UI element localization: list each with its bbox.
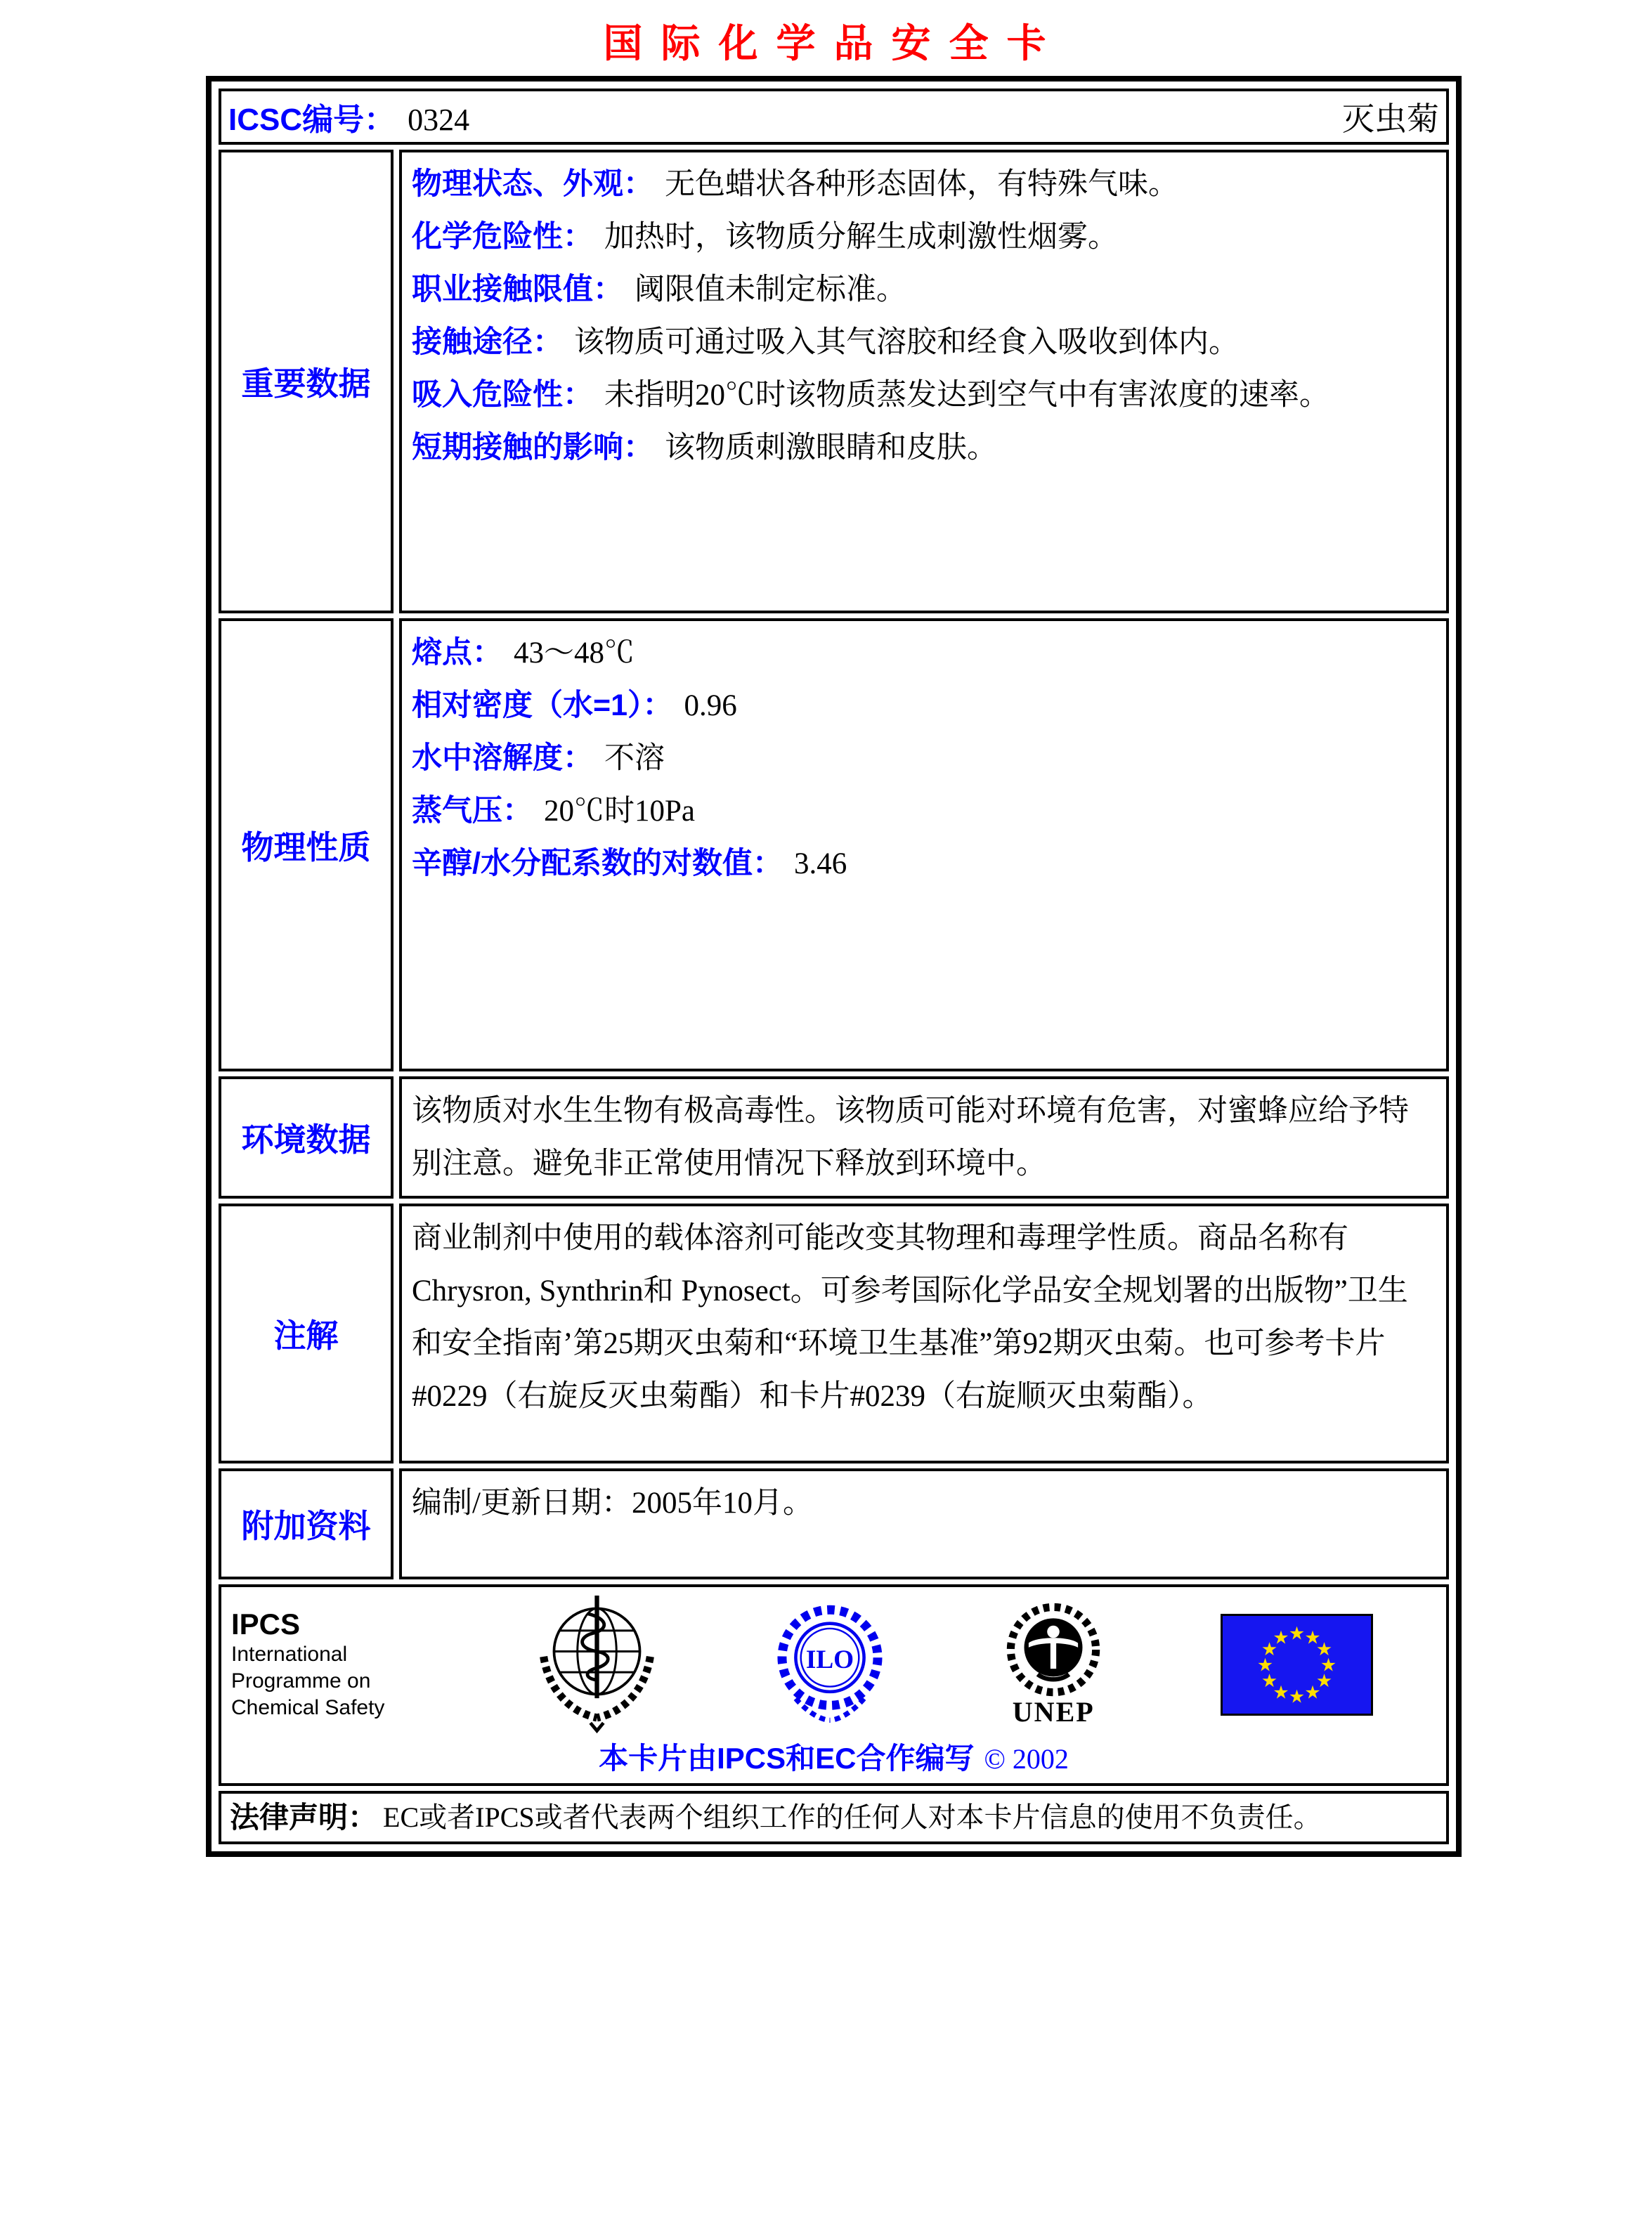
copyright-text: © 2002	[984, 1743, 1069, 1775]
unep-logo-icon	[997, 1603, 1110, 1726]
icsc-number-group	[228, 94, 469, 139]
svg-text:★: ★	[1273, 1682, 1289, 1702]
field-short-term-effects: 短期接触的影响： 该物质刺激眼睛和皮肤。	[412, 431, 997, 464]
field-inhalation-risk: 吸入危险性： 未指明20℃时该物质蒸发达到空气中有害浓度的速率。	[412, 378, 1329, 412]
section-important-data	[219, 150, 1449, 613]
svg-text:★: ★	[1288, 1623, 1306, 1643]
section-label-additional-info: 附加资料	[219, 1468, 394, 1579]
ipcs-line-2: Programme on	[231, 1669, 371, 1693]
section-label-important-data: 重要数据	[219, 150, 394, 613]
section-environmental-data	[219, 1076, 1449, 1199]
caption-text: 本卡片由IPCS和EC合作编写	[599, 1742, 975, 1775]
ilo-logo-icon	[773, 1600, 887, 1728]
legal-row	[219, 1791, 1449, 1844]
field-vapor-pressure: 蒸气压： 20℃时10Pa	[412, 794, 695, 828]
legal-label: 法律声明：	[230, 1801, 378, 1834]
ipcs-line-3: Chemical Safety	[231, 1696, 385, 1719]
field-octanol-water-coefficient: 辛醇/水分配系数的对数值： 3.46	[412, 847, 847, 880]
section-content-important-data	[399, 150, 1449, 613]
logos-cell	[219, 1584, 1449, 1786]
svg-text:★: ★	[1261, 1670, 1278, 1691]
update-date-text: 编制/更新日期：2005年10月。	[412, 1487, 813, 1520]
who-logo-icon	[532, 1591, 662, 1737]
section-content-notes	[399, 1204, 1449, 1463]
section-notes	[219, 1204, 1449, 1463]
field-relative-density: 相对密度（水=1）： 0.96	[412, 689, 737, 722]
ipcs-text-block	[231, 1608, 421, 1721]
svg-text:★: ★	[1304, 1627, 1321, 1648]
icsc-number-label: ICSC编号：	[228, 103, 396, 137]
logos-row	[219, 1584, 1449, 1786]
ipcs-line-1: International	[231, 1643, 348, 1666]
notes-text: 商业制剂中使用的载体溶剂可能改变其物理和毒理学性质。商品名称有Chrysron, Synthrin和 Pynosect。可参考国际化学品安全规划署的出版物”卫生和安全指南’第25期灭虫菊和“环境卫生基准”第92期灭虫菊。也可参考卡片#0229（右旋反灭虫菊酯）和卡片#0239（右旋顺灭虫菊酯）。	[412, 1222, 1408, 1413]
section-label-environmental-data: 环境数据	[219, 1076, 394, 1199]
icsc-card	[206, 76, 1462, 1857]
field-occupational-limit: 职业接触限值： 阈限值未制定标准。	[412, 273, 906, 306]
unep-wordmark: UNEP	[1012, 1696, 1095, 1728]
field-physical-state: 物理状态、外观： 无色蜡状各种形态固体，有特殊气味。	[412, 167, 1178, 201]
legal-cell	[219, 1791, 1449, 1844]
field-melting-point: 熔点： 43～48℃	[412, 636, 635, 670]
header-row	[219, 89, 1449, 145]
section-content-additional-info	[399, 1468, 1449, 1579]
svg-text:★: ★	[1315, 1638, 1333, 1660]
eu-flag-icon	[1221, 1614, 1373, 1716]
cooperation-caption	[231, 1740, 1436, 1778]
legal-text: EC或者IPCS或者代表两个组织工作的任何人对本卡片信息的使用不负责任。	[383, 1801, 1322, 1833]
section-label-physical-properties: 物理性质	[219, 618, 394, 1071]
section-content-physical-properties	[399, 618, 1449, 1071]
header-cell	[219, 89, 1449, 145]
ilo-letters: ILO	[805, 1645, 854, 1674]
svg-text:★: ★	[1273, 1627, 1289, 1648]
substance-name: 灭虫菊	[1342, 101, 1439, 137]
environmental-data-text: 该物质对水生生物有极高毒性。该物质可能对环境有危害，对蜜蜂应给予特别注意。避免非正常使用情况下释放到环境中。	[412, 1095, 1409, 1180]
field-chemical-danger: 化学危险性： 加热时，该物质分解生成刺激性烟雾。	[412, 220, 1118, 254]
svg-text:★: ★	[1315, 1670, 1333, 1691]
ipcs-acronym: IPCS	[231, 1608, 301, 1641]
section-additional-info	[219, 1468, 1449, 1579]
icsc-number-value: 0324	[408, 103, 470, 137]
svg-text:★: ★	[1320, 1655, 1337, 1675]
field-water-solubility: 水中溶解度： 不溶	[412, 741, 665, 775]
svg-text:★: ★	[1256, 1655, 1274, 1675]
svg-text:★: ★	[1261, 1638, 1278, 1660]
section-content-environmental-data	[399, 1076, 1449, 1199]
section-label-notes: 注解	[219, 1204, 394, 1463]
svg-text:★: ★	[1288, 1686, 1306, 1707]
section-physical-properties	[219, 618, 1449, 1071]
page-title: 国际化学品安全卡	[603, 21, 1065, 65]
svg-text:★: ★	[1304, 1682, 1321, 1702]
field-exposure-routes: 接触途径： 该物质可通过吸入其气溶胶和经食入吸收到体内。	[412, 325, 1239, 359]
logo-strip	[231, 1591, 1436, 1737]
